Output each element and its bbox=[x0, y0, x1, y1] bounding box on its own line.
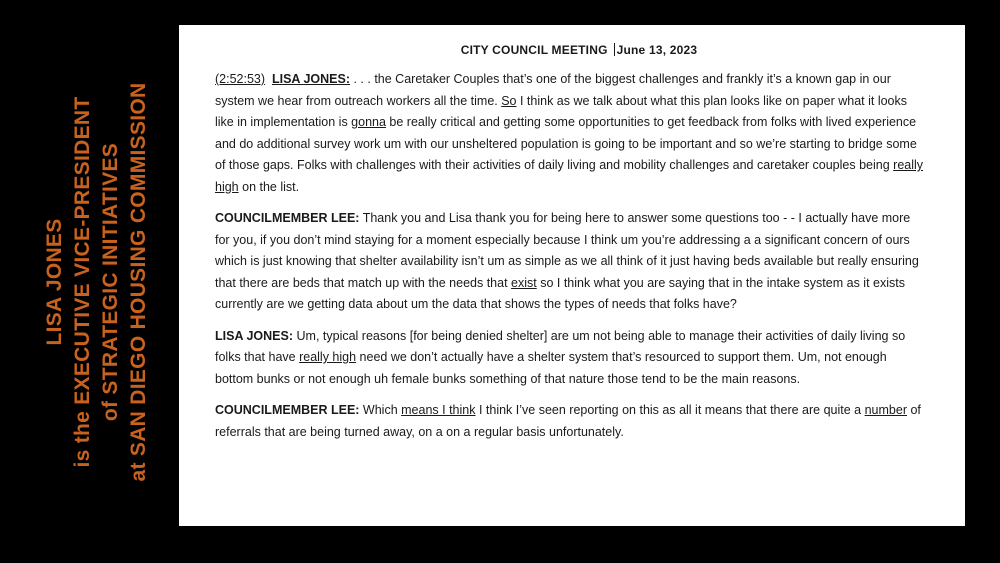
meeting-title: CITY COUNCIL MEETING bbox=[460, 43, 608, 57]
transcript-paragraph-4 bbox=[215, 400, 925, 443]
speech-text: I think as we talk about what this plan looks like on paper what it looks like in implementation is bbox=[215, 93, 908, 129]
speech-text: I think I’ve seen reporting on this as all it means that there are quite a bbox=[475, 403, 865, 417]
speaker-label: COUNCILMEMBER LEE: bbox=[215, 211, 360, 225]
speaker-label: COUNCILMEMBER LEE: bbox=[215, 403, 360, 417]
underlined-text: So bbox=[501, 93, 517, 108]
speech-text: . . . the Caretaker Couples that’s one of the biggest challenges and frankly it’s a known gap in our system we hear from outreach workers all the time. bbox=[215, 72, 891, 108]
speech-text: need we don’t actually have a shelter system that’s resourced to support them. Um, not enough bottom bunks or not enough uh female bunks something of that nature those tend to be the main reasons. bbox=[215, 350, 887, 386]
speaker-label: LISA JONES: bbox=[271, 72, 351, 86]
underlined-text: means I think bbox=[401, 403, 476, 417]
transcript-paragraph-1 bbox=[215, 69, 925, 198]
speech-text: of referrals that are being turned away, on a on a regular basis unfortunately. bbox=[215, 403, 921, 439]
side-caption-text bbox=[41, 83, 153, 482]
transcript-page bbox=[179, 25, 965, 526]
title-separator bbox=[614, 43, 615, 56]
side-caption bbox=[15, 0, 180, 563]
transcript-paragraph-2 bbox=[215, 208, 925, 316]
caption-line-role: is the EXECUTIVE VICE-PRESIDENT bbox=[71, 96, 94, 468]
caption-line-dept: of STRATEGIC INITIATIVES bbox=[99, 142, 122, 422]
underlined-text: really high bbox=[299, 350, 357, 364]
underlined-text: number bbox=[864, 403, 907, 417]
speech-text: Um, typical reasons [for being denied shelter] are um not being able to manage their activities of daily living so folks that have bbox=[215, 328, 906, 364]
underlined-text: gonna bbox=[351, 115, 386, 129]
speech-text: Thank you and Lisa thank you for being here to answer some questions too - - I actually have more for you, if you don’t mind staying for a moment especially because I think um you’re addressing a a significant concern of ours which is just knowing that shelter availability isn’t um as simple as we all think of it just having beds available but really ensuring that there are beds that match up with the needs that bbox=[215, 211, 919, 290]
speech-text: be really critical and getting some opportunities to get feedback from folks with lived experience and do additional survey work um with our unsheltered population is going to be important and so we’re starting to bridge some of those gaps. Folks with challenges with their activities of daily living and mobility challenges and caretaker couples being bbox=[215, 115, 917, 172]
underlined-text: exist bbox=[511, 275, 537, 290]
speech-text: Which bbox=[359, 403, 402, 417]
timestamp: (2:52:53) bbox=[215, 72, 266, 86]
underlined-text: really high bbox=[215, 158, 924, 194]
speech-text: so I think what you are saying that in the intake system as it exists currently are we getting data about um the data that shows the types of needs that folks have? bbox=[215, 275, 905, 311]
transcript-paragraph-3 bbox=[215, 326, 925, 391]
caption-line-name: LISA JONES bbox=[43, 218, 66, 346]
document-title bbox=[215, 43, 925, 57]
meeting-date: June 13, 2023 bbox=[616, 43, 698, 57]
caption-line-org: at SAN DIEGO HOUSING COMMISSION bbox=[127, 82, 150, 482]
speaker-label: LISA JONES: bbox=[215, 328, 294, 343]
speech-text: on the list. bbox=[238, 179, 300, 194]
